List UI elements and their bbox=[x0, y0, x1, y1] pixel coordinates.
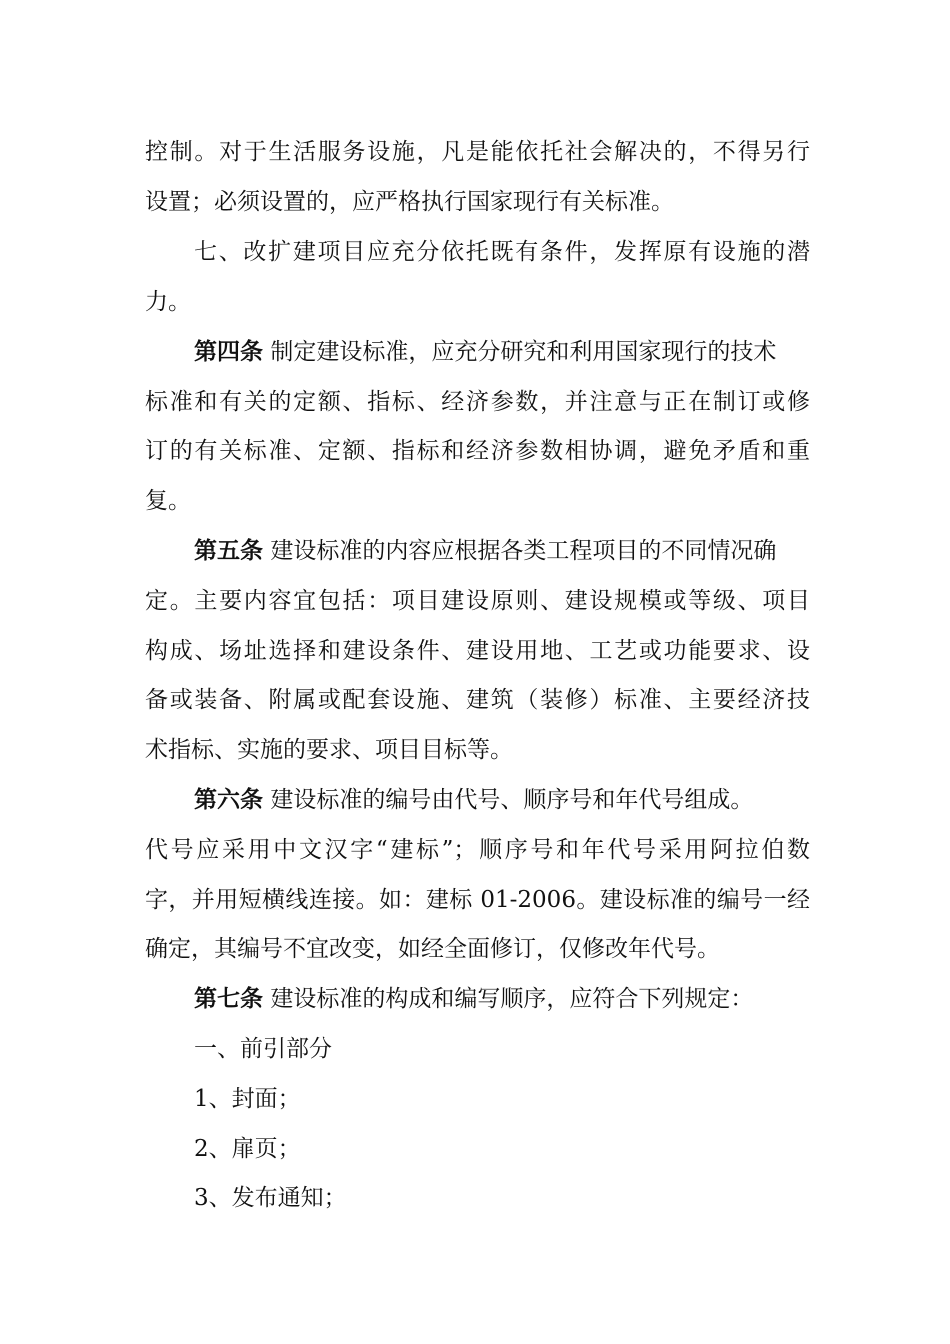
text-line: 订的有关标准、定额、指标和经济参数相协调，避免矛盾和重 bbox=[145, 438, 810, 464]
text-line: 控制。对于生活服务设施，凡是能依托社会解决的，不得另行 bbox=[145, 139, 810, 165]
list-item: 3、发布通知； bbox=[194, 1185, 347, 1211]
text-line: 备或装备、附属或配套设施、建筑（装修）标准、主要经济技 bbox=[145, 687, 810, 713]
text-line: 标准和有关的定额、指标、经济参数，并注意与正在制订或修 bbox=[145, 389, 810, 415]
text-line: 字，并用短横线连接。如：建标 01-2006。建设标准的编号一经 bbox=[145, 887, 810, 913]
list-item: 1、封面； bbox=[194, 1086, 301, 1112]
section-heading: 一、前引部分 bbox=[194, 1036, 332, 1062]
text-line: 定。主要内容宜包括：项目建设原则、建设规模或等级、项目 bbox=[145, 588, 810, 614]
article-heading: 第六条 bbox=[194, 786, 263, 813]
article-text: 建设标准的编号由代号、顺序号和年代号组成。 bbox=[270, 787, 754, 813]
article-text: 制定建设标准，应充分研究和利用国家现行的技术 bbox=[270, 339, 777, 365]
article-heading: 第七条 bbox=[194, 985, 263, 1012]
article-text: 建设标准的构成和编写顺序，应符合下列规定： bbox=[270, 986, 754, 1012]
text-line: 术指标、实施的要求、项目目标等。 bbox=[145, 737, 513, 763]
text-line: 确定，其编号不宜改变，如经全面修订，仅修改年代号。 bbox=[145, 936, 720, 962]
text-line: 代号应采用中文汉字“建标”；顺序号和年代号采用阿拉伯数 bbox=[145, 837, 810, 863]
article-5-line bbox=[194, 531, 810, 571]
article-4-line bbox=[194, 332, 810, 372]
article-heading: 第四条 bbox=[194, 338, 263, 365]
article-text: 建设标准的内容应根据各类工程项目的不同情况确 bbox=[270, 538, 777, 564]
text-line: 力。 bbox=[145, 289, 191, 315]
text-line: 构成、场址选择和建设条件、建设用地、工艺或功能要求、设 bbox=[145, 638, 810, 664]
article-6-line bbox=[194, 780, 810, 820]
text-line: 七、改扩建项目应充分依托既有条件，发挥原有设施的潜 bbox=[194, 239, 810, 265]
article-7-line bbox=[194, 979, 810, 1019]
article-heading: 第五条 bbox=[194, 537, 263, 564]
list-item: 2、扉页； bbox=[194, 1136, 301, 1162]
text-line: 复。 bbox=[145, 488, 191, 514]
text-line: 设置；必须设置的，应严格执行国家现行有关标准。 bbox=[145, 189, 674, 215]
